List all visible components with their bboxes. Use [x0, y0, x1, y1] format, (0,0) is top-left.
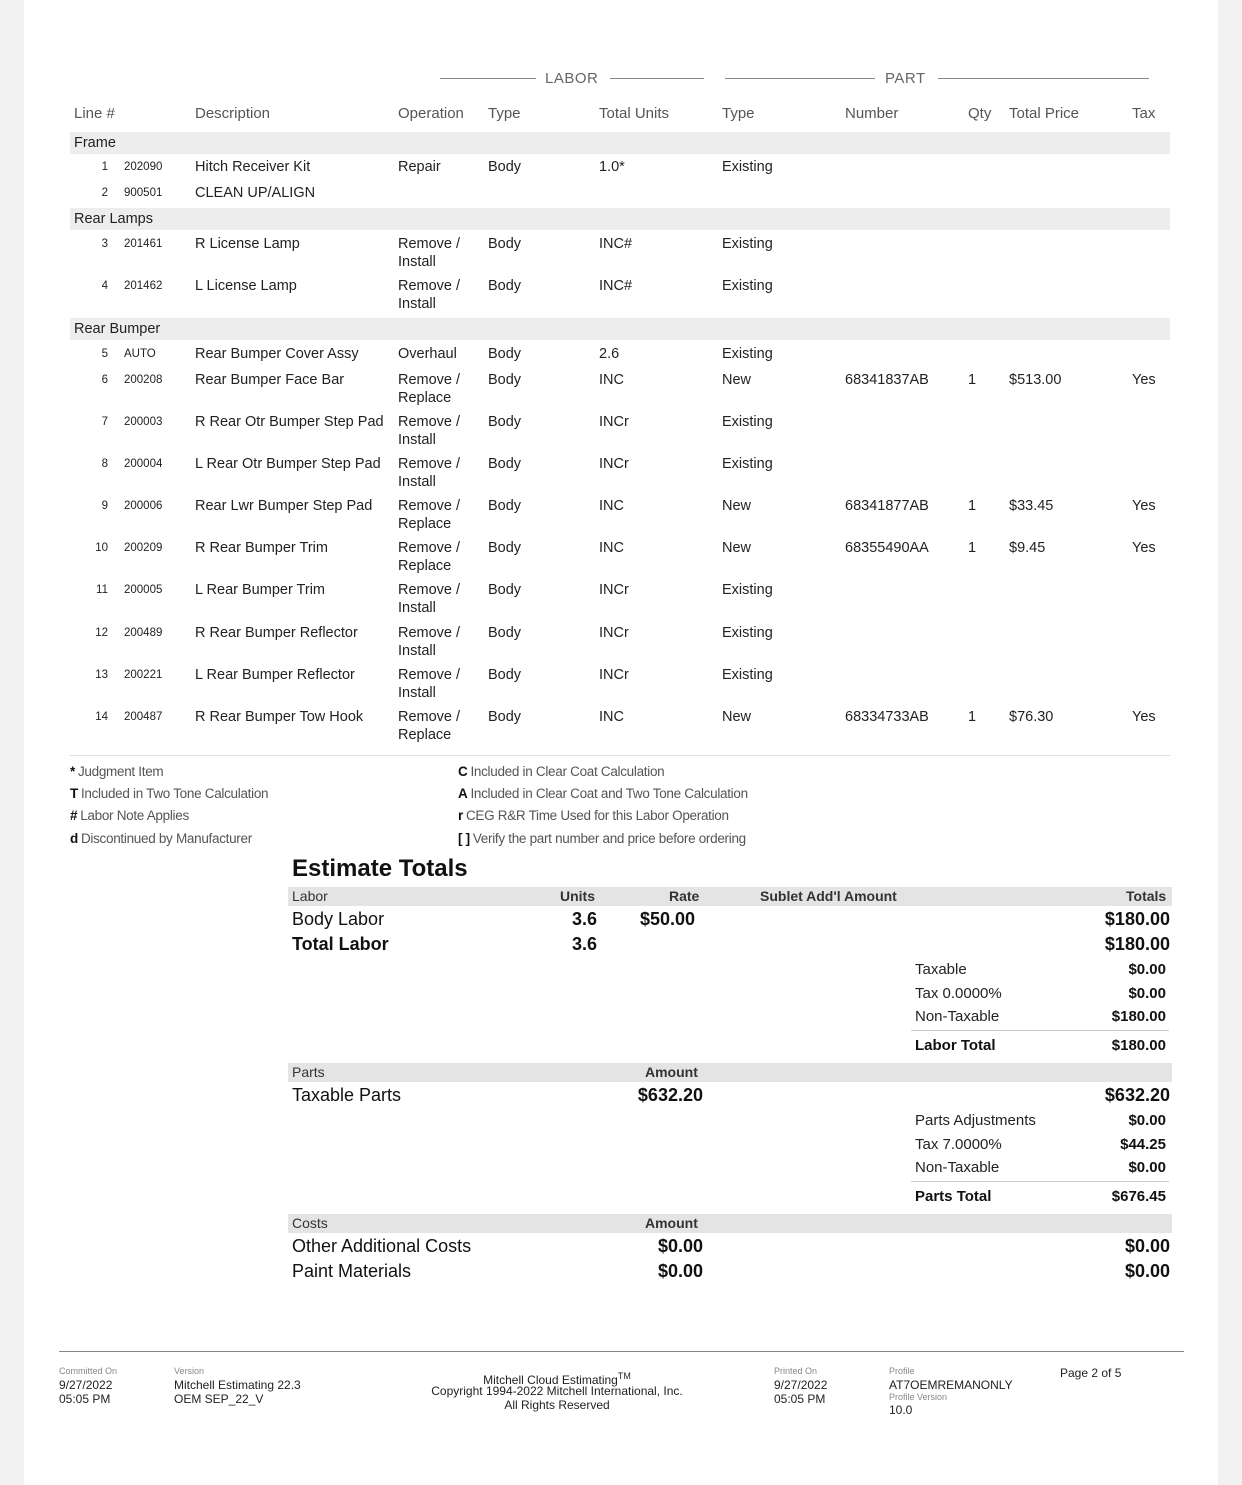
part-type: Existing — [722, 456, 773, 472]
line-code: 202090 — [124, 161, 163, 173]
total-units: INCr — [599, 582, 629, 598]
line-code: 200005 — [124, 584, 163, 596]
part-type: New — [722, 498, 752, 514]
part-type: Existing — [722, 414, 773, 430]
description: R Rear Bumper Reflector — [195, 625, 358, 641]
operation-line-1: Remove / — [398, 236, 461, 252]
part-type: Existing — [722, 159, 773, 175]
body-labor-rate: $50.00 — [640, 909, 696, 929]
profile-version: 10.0 — [889, 1403, 913, 1417]
part-type: Existing — [722, 346, 773, 362]
total-units: INC — [599, 372, 624, 388]
operation-line-2: Install — [398, 432, 436, 448]
line-number: 12 — [95, 627, 108, 639]
operation-line-1: Remove / — [398, 625, 461, 641]
part-type: Existing — [722, 667, 773, 683]
line-code: 200209 — [124, 542, 163, 554]
total-units: INC — [599, 498, 624, 514]
tax: Yes — [1132, 709, 1156, 725]
labor-type: Body — [488, 709, 522, 725]
paint-materials-total: $0.00 — [1124, 1261, 1170, 1281]
tax: Yes — [1132, 372, 1156, 388]
operation-line-2: Install — [398, 296, 436, 312]
table-bottom-line — [70, 755, 1170, 756]
col-total-price: Total Price — [1009, 105, 1080, 122]
labor-header-bar — [288, 887, 1172, 906]
legend-judgment: * Judgment Item — [70, 764, 164, 779]
col-total-units: Total Units — [599, 105, 670, 122]
part-number: 68355490AA — [845, 540, 929, 556]
line-code: 200004 — [124, 458, 163, 470]
printed-date: 9/27/2022 — [774, 1378, 828, 1392]
operation-line-1: Repair — [398, 159, 441, 175]
committed-date: 9/27/2022 — [59, 1378, 113, 1392]
committed-label: Committed On — [59, 1366, 118, 1376]
legend-two-tone: T Included in Two Tone Calculation — [70, 786, 269, 801]
total-units: INCr — [599, 625, 629, 641]
labor-type: Body — [488, 346, 522, 362]
legend-verify: [ ] Verify the part number and price before ordering — [458, 831, 746, 846]
section-rear-lamps: Rear Lamps — [74, 211, 153, 227]
operation-line-2: Replace — [398, 727, 452, 743]
total-labor-total: $180.00 — [1104, 934, 1170, 954]
operation — [398, 413, 460, 449]
total-price: $76.30 — [1009, 709, 1054, 725]
parts-total-value: $676.45 — [1111, 1188, 1166, 1205]
labor-type: Body — [488, 159, 522, 175]
operation — [398, 497, 460, 533]
line-number: 14 — [95, 711, 108, 723]
quantity: 1 — [968, 498, 977, 514]
profile-value: AT7OEMREMANONLY — [889, 1378, 1013, 1392]
quantity: 1 — [968, 540, 977, 556]
part-type: Existing — [722, 625, 773, 641]
section-rear-bumper: Rear Bumper — [74, 321, 161, 337]
labor-taxable-value: $0.00 — [1128, 961, 1166, 978]
labor-group-label: LABOR — [545, 70, 599, 87]
parts-total-divider — [911, 1181, 1169, 1182]
description: CLEAN UP/ALIGN — [195, 185, 316, 201]
parts-tax-label: Tax 7.0000% — [915, 1136, 1002, 1153]
parts-adjustments-label: Parts Adjustments — [915, 1112, 1036, 1129]
operation-line-1: Remove / — [398, 582, 461, 598]
total-units: 2.6 — [599, 346, 620, 362]
operation — [398, 708, 460, 744]
labor-total-value: $180.00 — [1111, 1037, 1166, 1054]
profile-label: Profile — [889, 1366, 915, 1376]
section-bar-rear-lamps — [70, 208, 1170, 230]
line-number: 3 — [101, 238, 108, 250]
legend-ceg: r CEG R&R Time Used for this Labor Operation — [458, 808, 729, 823]
section-bar-frame — [70, 132, 1170, 154]
operation-line-2: Install — [398, 643, 436, 659]
printed-time: 05:05 PM — [774, 1392, 826, 1406]
part-type: New — [722, 709, 752, 725]
total-labor-units: 3.6 — [572, 934, 598, 954]
total-price: $9.45 — [1009, 540, 1046, 556]
legend-clear-coat: C Included in Clear Coat Calculation — [458, 764, 665, 779]
section-bar-rear-bumper — [70, 318, 1170, 340]
description: R Rear Bumper Trim — [195, 540, 328, 556]
operation — [398, 666, 460, 702]
labor-group-line-right — [610, 78, 704, 79]
parts-tax-value: $44.25 — [1120, 1136, 1166, 1153]
total-labor-label: Total Labor — [292, 934, 389, 954]
labor-type: Body — [488, 278, 522, 294]
description: Rear Bumper Cover Assy — [195, 346, 359, 362]
line-number: 5 — [101, 348, 108, 360]
estimate-page — [24, 0, 1218, 1485]
costs-hdr-label: Costs — [292, 1215, 328, 1231]
labor-group-line-left — [440, 78, 536, 79]
description: L License Lamp — [195, 278, 297, 294]
operation-line-1: Remove / — [398, 498, 461, 514]
footer-product: Mitchell Cloud Estimating™ — [483, 1371, 631, 1387]
line-number: 1 — [101, 161, 108, 173]
part-number: 68341837AB — [845, 372, 929, 388]
other-costs-label: Other Additional Costs — [292, 1236, 472, 1256]
costs-header-bar — [288, 1214, 1172, 1233]
description: R License Lamp — [195, 236, 300, 252]
part-type: New — [722, 540, 752, 556]
line-code: 900501 — [124, 187, 163, 199]
labor-type: Body — [488, 625, 522, 641]
labor-tax-label: Tax 0.0000% — [915, 985, 1002, 1002]
total-units: INC# — [599, 278, 633, 294]
total-units: INCr — [599, 667, 629, 683]
version-line-1: Mitchell Estimating 22.3 — [174, 1378, 301, 1392]
description: L Rear Bumper Reflector — [195, 667, 355, 683]
part-type: Existing — [722, 582, 773, 598]
operation-line-1: Remove / — [398, 667, 461, 683]
part-group-label: PART — [885, 70, 926, 87]
labor-type: Body — [488, 540, 522, 556]
operation-line-2: Install — [398, 254, 436, 270]
col-line: Line # — [74, 105, 115, 122]
parts-adjustments-value: $0.00 — [1128, 1112, 1166, 1129]
line-number: 4 — [101, 280, 108, 292]
line-code: 201462 — [124, 280, 163, 292]
quantity: 1 — [968, 709, 977, 725]
parts-nontaxable-value: $0.00 — [1128, 1159, 1166, 1176]
labor-type: Body — [488, 236, 522, 252]
labor-type: Body — [488, 372, 522, 388]
profile-version-label: Profile Version — [889, 1392, 948, 1402]
parts-hdr-amount: Amount — [645, 1064, 698, 1080]
paint-materials-label: Paint Materials — [292, 1261, 412, 1281]
parts-total-label: Parts Total — [915, 1188, 992, 1205]
line-number: 7 — [101, 416, 108, 428]
operation — [398, 539, 460, 575]
body-labor-units: 3.6 — [572, 909, 598, 929]
labor-total-divider — [911, 1030, 1169, 1031]
body-labor-total: $180.00 — [1104, 909, 1170, 929]
operation — [398, 624, 460, 660]
taxable-parts-label: Taxable Parts — [292, 1085, 402, 1105]
labor-hdr-units: Units — [560, 888, 595, 904]
footer-rights: All Rights Reserved — [504, 1398, 610, 1412]
labor-type: Body — [488, 582, 522, 598]
operation — [398, 455, 460, 491]
total-units: INC — [599, 540, 624, 556]
line-code: 200487 — [124, 711, 163, 723]
total-units: INC# — [599, 236, 633, 252]
operation-line-2: Install — [398, 474, 436, 490]
col-type: Type — [488, 105, 521, 122]
operation-line-1: Remove / — [398, 278, 461, 294]
total-price: $33.45 — [1009, 498, 1054, 514]
part-type: Existing — [722, 278, 773, 294]
part-group-line-left — [725, 78, 875, 79]
printed-label: Printed On — [774, 1366, 818, 1376]
col-tax: Tax — [1132, 105, 1156, 122]
tax: Yes — [1132, 498, 1156, 514]
other-costs-total: $0.00 — [1124, 1236, 1170, 1256]
legend-labor-note: # Labor Note Applies — [70, 808, 189, 823]
line-code: 200006 — [124, 500, 163, 512]
labor-hdr-rate: Rate — [669, 888, 700, 904]
labor-hdr-label: Labor — [292, 888, 328, 904]
operation-line-2: Replace — [398, 390, 452, 406]
operation-line-2: Install — [398, 600, 436, 616]
operation-line-2: Install — [398, 685, 436, 701]
total-units: INCr — [599, 456, 629, 472]
description: Hitch Receiver Kit — [195, 159, 311, 175]
labor-type: Body — [488, 456, 522, 472]
line-number: 2 — [101, 187, 108, 199]
footer-copyright: Copyright 1994-2022 Mitchell International, Inc. — [431, 1384, 683, 1398]
costs-hdr-amount: Amount — [645, 1215, 698, 1231]
total-units: 1.0* — [599, 159, 625, 175]
line-number: 6 — [101, 374, 108, 386]
operation-line-1: Remove / — [398, 414, 461, 430]
line-code: 200489 — [124, 627, 163, 639]
col-number: Number — [845, 105, 899, 122]
labor-type: Body — [488, 667, 522, 683]
taxable-parts-amount: $632.20 — [637, 1085, 703, 1105]
description: Rear Bumper Face Bar — [195, 372, 345, 388]
total-price: $513.00 — [1009, 372, 1062, 388]
quantity: 1 — [968, 372, 977, 388]
labor-hdr-totals: Totals — [1126, 888, 1167, 904]
taxable-parts-total: $632.20 — [1104, 1085, 1170, 1105]
labor-taxable-label: Taxable — [915, 961, 967, 978]
body-labor-label: Body Labor — [292, 909, 385, 929]
legend-clear-coat-two-tone: A Included in Clear Coat and Two Tone Calculation — [458, 786, 748, 801]
legend-discontinued: d Discontinued by Manufacturer — [70, 831, 252, 846]
parts-nontaxable-label: Non-Taxable — [915, 1159, 1000, 1176]
line-number: 13 — [95, 669, 108, 681]
operation — [398, 235, 460, 271]
version-line-2: OEM SEP_22_V — [174, 1392, 264, 1406]
part-number: 68334733AB — [845, 709, 929, 725]
line-number: 8 — [101, 458, 108, 470]
version-label: Version — [174, 1366, 205, 1376]
estimate-totals-title: Estimate Totals — [292, 855, 468, 882]
col-operation: Operation — [398, 105, 464, 122]
labor-hdr-sublet: Sublet Add'l Amount — [760, 888, 897, 904]
line-number: 9 — [101, 500, 108, 512]
col-description: Description — [195, 105, 271, 122]
part-type: Existing — [722, 236, 773, 252]
line-code: 200208 — [124, 374, 163, 386]
operation — [398, 277, 460, 313]
operation-line-1: Remove / — [398, 709, 461, 725]
total-units: INC — [599, 709, 624, 725]
line-code: 201461 — [124, 238, 163, 250]
line-number: 10 — [95, 542, 108, 554]
operation-line-1: Remove / — [398, 540, 461, 556]
other-costs-amount: $0.00 — [657, 1236, 703, 1256]
labor-type: Body — [488, 498, 522, 514]
line-code: 200003 — [124, 416, 163, 428]
operation-line-2: Replace — [398, 516, 452, 532]
col-qty: Qty — [968, 105, 992, 122]
parts-hdr-label: Parts — [292, 1064, 325, 1080]
labor-nontaxable-label: Non-Taxable — [915, 1008, 1000, 1025]
line-code: 200221 — [124, 669, 163, 681]
operation — [398, 158, 441, 176]
part-group-line-right — [938, 78, 1149, 79]
operation — [398, 581, 460, 617]
labor-tax-value: $0.00 — [1128, 985, 1166, 1002]
page-number: Page 2 of 5 — [1060, 1366, 1122, 1380]
footer-divider — [59, 1351, 1184, 1352]
operation-line-1: Remove / — [398, 456, 461, 472]
description: R Rear Bumper Tow Hook — [195, 709, 364, 725]
part-number: 68341877AB — [845, 498, 929, 514]
total-units: INCr — [599, 414, 629, 430]
description: R Rear Otr Bumper Step Pad — [195, 414, 384, 430]
parts-header-bar — [288, 1063, 1172, 1082]
col-part-type: Type — [722, 105, 755, 122]
part-type: New — [722, 372, 752, 388]
operation — [398, 371, 460, 407]
operation — [398, 345, 457, 363]
tax: Yes — [1132, 540, 1156, 556]
operation-line-1: Overhaul — [398, 346, 457, 362]
line-number: 11 — [96, 584, 108, 596]
labor-total-label: Labor Total — [915, 1037, 996, 1054]
section-frame: Frame — [74, 135, 116, 151]
operation-line-1: Remove / — [398, 372, 461, 388]
paint-materials-amount: $0.00 — [657, 1261, 703, 1281]
operation-line-2: Replace — [398, 558, 452, 574]
description: L Rear Otr Bumper Step Pad — [195, 456, 381, 472]
line-code: AUTO — [124, 348, 156, 360]
labor-nontaxable-value: $180.00 — [1111, 1008, 1166, 1025]
description: Rear Lwr Bumper Step Pad — [195, 498, 373, 514]
description: L Rear Bumper Trim — [195, 582, 325, 598]
labor-type: Body — [488, 414, 522, 430]
committed-time: 05:05 PM — [59, 1392, 111, 1406]
